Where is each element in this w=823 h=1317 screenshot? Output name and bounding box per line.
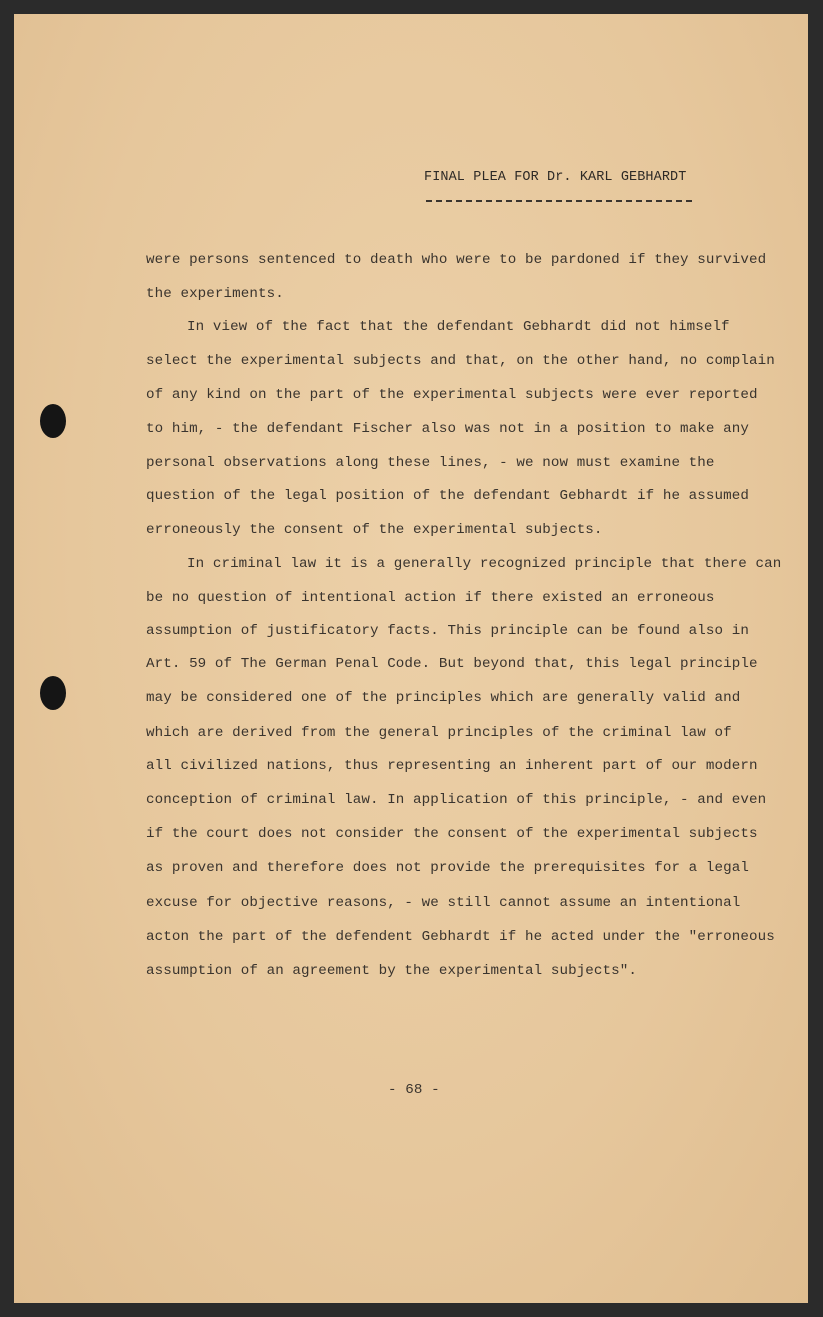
text-line: be no question of intentional action if there existed an erroneous: [146, 590, 715, 606]
text-line: Art. 59 of The German Penal Code. But beyond that, this legal principle: [146, 656, 758, 672]
text-line: to him, - the defendant Fischer also was not in a position to make any: [146, 421, 749, 437]
text-line: as proven and therefore does not provide the prerequisites for a legal: [146, 860, 749, 876]
text-line: of any kind on the part of the experimental subjects were ever reported: [146, 387, 758, 403]
punch-hole: [40, 676, 66, 710]
punch-hole: [40, 404, 66, 438]
text-line: may be considered one of the principles which are generally valid and: [146, 690, 741, 706]
text-line: assumption of justificatory facts. This principle can be found also in: [146, 623, 749, 639]
text-line: erroneously the consent of the experimental subjects.: [146, 522, 603, 538]
text-line: assumption of an agreement by the experimental subjects".: [146, 963, 637, 979]
running-header: FINAL PLEA FOR Dr. KARL GEBHARDT: [424, 170, 687, 185]
text-line: the experiments.: [146, 286, 284, 302]
text-line: select the experimental subjects and that, on the other hand, no complain: [146, 353, 775, 369]
text-line: excuse for objective reasons, - we still cannot assume an intentional: [146, 895, 741, 911]
text-line: if the court does not consider the consent of the experimental subjects: [146, 826, 758, 842]
text-line: In view of the fact that the defendant Gebhardt did not himself: [187, 319, 730, 335]
text-line: personal observations along these lines, - we now must examine the: [146, 455, 715, 471]
text-line: all civilized nations, thus representing an inherent part of our modern: [146, 758, 758, 774]
text-line: question of the legal position of the defendant Gebhardt if he assumed: [146, 488, 749, 504]
text-line: which are derived from the general principles of the criminal law of: [146, 725, 732, 741]
header-underline: [426, 200, 692, 202]
text-line: In criminal law it is a generally recognized principle that there can: [187, 556, 782, 572]
text-line: acton the part of the defendent Gebhardt if he acted under the "erroneous: [146, 929, 775, 945]
text-line: conception of criminal law. In application of this principle, - and even: [146, 792, 767, 808]
page-number: - 68 -: [388, 1082, 440, 1098]
text-line: were persons sentenced to death who were to be pardoned if they survived: [146, 252, 767, 268]
